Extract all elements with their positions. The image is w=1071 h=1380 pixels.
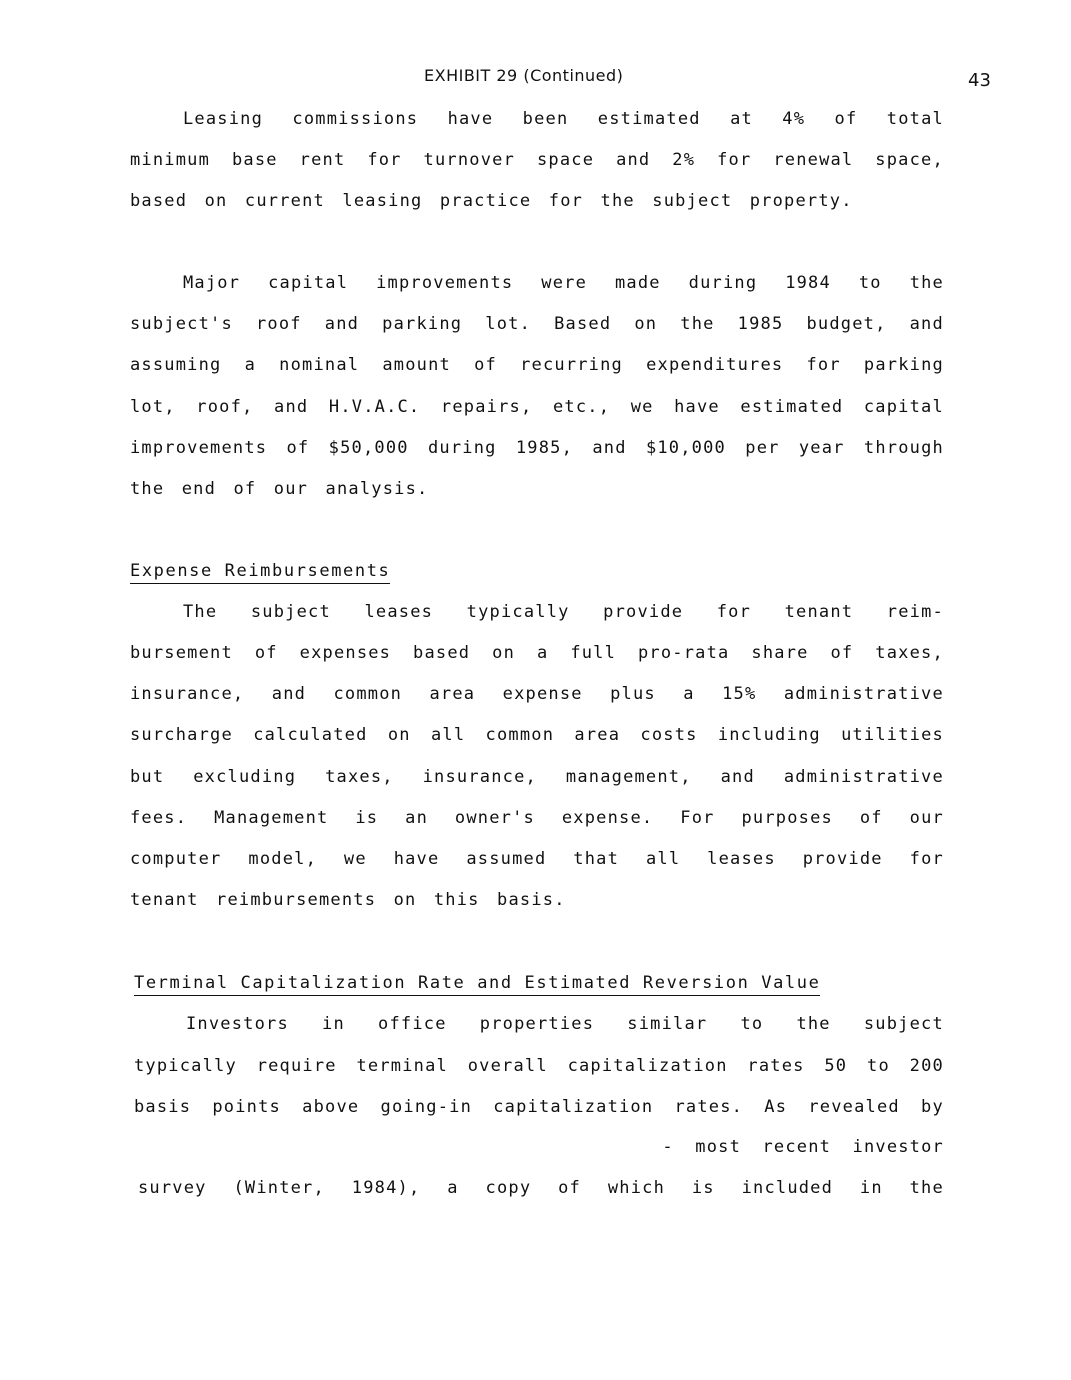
word: Management <box>214 808 329 828</box>
paragraph-line <box>134 1097 944 1117</box>
line-text: based on current leasing practice for the subject property. <box>130 191 853 211</box>
word: improvements <box>130 438 268 458</box>
word: were <box>541 273 588 293</box>
paragraph-line <box>130 397 944 417</box>
word: nominal <box>279 355 360 375</box>
paragraph-line <box>130 808 944 828</box>
word: administrative <box>783 684 944 704</box>
word: assumed <box>466 849 547 869</box>
word: etc., <box>552 397 611 417</box>
word: for <box>716 602 752 622</box>
word: of <box>859 808 883 828</box>
word: to <box>867 1056 890 1076</box>
word: capital <box>268 273 349 293</box>
word: on <box>387 725 411 745</box>
word: parking <box>382 314 463 334</box>
word: revealed <box>808 1097 900 1117</box>
paragraph-line <box>183 273 944 293</box>
word: capitalization <box>493 1097 654 1117</box>
word: but <box>130 767 165 787</box>
word: overall <box>467 1056 548 1076</box>
word: similar <box>627 1014 708 1034</box>
word: going-in <box>380 1097 473 1117</box>
word: expense <box>502 684 583 704</box>
word: taxes, <box>875 643 944 663</box>
word: for <box>806 355 841 375</box>
word: during <box>427 438 497 458</box>
word: and <box>720 767 755 787</box>
word: total <box>886 109 944 129</box>
word: the <box>909 1178 944 1198</box>
word: a <box>244 355 257 375</box>
word: parking <box>863 355 944 375</box>
line-text: tenant reimbursements on this basis. <box>130 890 566 910</box>
word: management, <box>565 767 692 787</box>
word: improvements <box>376 273 514 293</box>
word: As <box>764 1097 788 1117</box>
word: repairs, <box>440 397 533 417</box>
word: utilities <box>841 725 944 745</box>
word: 50 <box>824 1056 848 1076</box>
word: lot, <box>130 397 176 417</box>
word: which <box>607 1178 666 1198</box>
word: is <box>691 1178 715 1198</box>
word: $10,000 <box>645 438 726 458</box>
word: Leasing <box>183 109 264 129</box>
word: provide <box>603 602 684 622</box>
word: (Winter, <box>233 1178 325 1198</box>
word: 15% <box>722 684 757 704</box>
paragraph-line <box>134 1056 944 1076</box>
word: and <box>616 150 651 170</box>
word: budget, <box>806 314 887 334</box>
word: during <box>688 273 758 293</box>
word: of <box>254 643 278 663</box>
word: plus <box>610 684 656 704</box>
word: above <box>302 1097 360 1117</box>
word: costs <box>640 725 698 745</box>
word: and <box>271 684 307 704</box>
word: have <box>447 109 494 129</box>
word: to <box>740 1014 764 1034</box>
word: Based <box>554 314 612 334</box>
word: The <box>183 602 218 622</box>
word: renewal <box>773 150 854 170</box>
word: typically <box>134 1056 237 1076</box>
paragraph-line <box>130 150 944 170</box>
word: area <box>429 684 476 704</box>
word: have <box>674 397 720 417</box>
word: all <box>430 725 466 745</box>
word: model, <box>248 849 317 869</box>
word: excluding <box>193 767 297 787</box>
word: 200 <box>909 1056 944 1076</box>
word: tenant <box>784 602 854 622</box>
word: expenditures <box>646 355 784 375</box>
word: capitalization <box>567 1056 728 1076</box>
word: including <box>717 725 821 745</box>
word: office <box>378 1014 447 1034</box>
word: expenses <box>299 643 392 663</box>
word: surcharge <box>130 725 233 745</box>
word: lot. <box>485 314 532 334</box>
word: subject <box>863 1014 944 1034</box>
word: calculated <box>253 725 368 745</box>
word: on <box>634 314 658 334</box>
word: our <box>909 808 944 828</box>
word: and <box>909 314 944 334</box>
word: administrative <box>783 767 944 787</box>
word: through <box>863 438 944 458</box>
paragraph-line <box>130 314 944 334</box>
word: rates. <box>674 1097 744 1117</box>
word: require <box>256 1056 337 1076</box>
word: 1984 <box>785 273 831 293</box>
paragraph-line <box>130 890 944 910</box>
word: roof <box>255 314 302 334</box>
word: we <box>343 849 367 869</box>
paragraph-line <box>130 767 944 787</box>
word: a <box>683 684 695 704</box>
word: of <box>558 1178 581 1198</box>
page-title: EXHIBIT 29 (Continued) <box>424 66 624 85</box>
paragraph-line <box>130 479 944 499</box>
word: space, <box>875 150 944 170</box>
paragraph-line <box>138 1178 944 1198</box>
word: estimated <box>740 397 844 417</box>
word: recurring <box>520 355 623 375</box>
word: the <box>796 1014 831 1034</box>
word: a <box>447 1178 459 1198</box>
word: amount <box>382 355 451 375</box>
word: based <box>413 643 471 663</box>
word: is <box>355 808 379 828</box>
word: of <box>474 355 497 375</box>
word: we <box>630 397 654 417</box>
word: terminal <box>356 1056 448 1076</box>
word: H.V.A.C. <box>328 397 421 417</box>
word: share <box>751 643 809 663</box>
paragraph-line <box>130 849 944 869</box>
word: taxes, <box>325 767 394 787</box>
word: of <box>286 438 310 458</box>
word: made <box>614 273 661 293</box>
word: in <box>859 1178 883 1198</box>
word: reim- <box>886 602 944 622</box>
word: at <box>730 109 753 129</box>
paragraph-line <box>183 109 944 129</box>
word: bursement <box>130 643 233 663</box>
word: computer <box>130 849 222 869</box>
word: provide <box>802 849 883 869</box>
word: survey <box>138 1178 207 1198</box>
word: fees. <box>130 808 188 828</box>
word: 1985 <box>737 314 784 334</box>
paragraph-line <box>130 355 944 375</box>
word: an <box>405 808 429 828</box>
word: common <box>485 725 555 745</box>
word: basis <box>134 1097 192 1117</box>
paragraph-line <box>134 1137 944 1157</box>
word: capital <box>863 397 944 417</box>
word: points <box>212 1097 281 1117</box>
word: 1984), <box>351 1178 421 1198</box>
word: copy <box>485 1178 532 1198</box>
paragraph-line <box>130 643 944 663</box>
word: assuming <box>130 355 222 375</box>
word: minimum <box>130 150 211 170</box>
word: turnover <box>423 150 516 170</box>
word: estimated <box>597 109 701 129</box>
paragraph-line <box>130 725 944 745</box>
word: pro-rata <box>637 643 730 663</box>
word: the <box>680 314 715 334</box>
word: space <box>536 150 595 170</box>
word: common <box>333 684 403 704</box>
word: that <box>573 849 620 869</box>
word: purposes <box>741 808 833 828</box>
word: for <box>909 849 944 869</box>
word: insurance, <box>130 684 245 704</box>
section-heading-terminal-cap-rate: Terminal Capitalization Rate and Estimated Reversion Value <box>134 973 820 996</box>
line-text: the end of our analysis. <box>130 479 429 499</box>
word: commissions <box>292 109 419 129</box>
word: included <box>741 1178 834 1198</box>
word: For <box>680 808 715 828</box>
word: a <box>536 643 549 663</box>
word: leases <box>707 849 776 869</box>
word: for <box>367 150 402 170</box>
paragraph-line <box>130 438 944 458</box>
word: to <box>858 273 882 293</box>
word: 4% <box>782 109 806 129</box>
word: per <box>745 438 780 458</box>
word: Investors <box>186 1014 289 1034</box>
word: been <box>522 109 569 129</box>
word: all <box>645 849 681 869</box>
word: $50,000 <box>328 438 409 458</box>
word: the <box>909 273 944 293</box>
paragraph-line <box>130 684 944 704</box>
word: and <box>324 314 360 334</box>
word: properties <box>479 1014 595 1034</box>
word: have <box>393 849 440 869</box>
paragraph-line <box>130 191 944 211</box>
word: owner's <box>454 808 535 828</box>
paragraph-line <box>183 602 944 622</box>
word: rent <box>299 150 346 170</box>
word: insurance, <box>422 767 537 787</box>
word: of <box>830 643 854 663</box>
word: subject <box>250 602 331 622</box>
word: 1985, <box>515 438 574 458</box>
word: rates <box>747 1056 805 1076</box>
word: typically <box>466 602 570 622</box>
word: base <box>231 150 278 170</box>
word: Major <box>183 273 241 293</box>
word: and <box>592 438 627 458</box>
word: leases <box>364 602 434 622</box>
word: by <box>921 1097 944 1117</box>
word: year <box>798 438 845 458</box>
line-text: - most recent investor <box>662 1137 944 1157</box>
word: on <box>492 643 516 663</box>
paragraph-line <box>186 1014 944 1034</box>
word: full <box>570 643 617 663</box>
word: for <box>717 150 752 170</box>
word: of <box>834 109 858 129</box>
word: roof, <box>196 397 254 417</box>
word: and <box>274 397 309 417</box>
word: subject's <box>130 314 233 334</box>
word: in <box>322 1014 345 1034</box>
word: expense. <box>561 808 654 828</box>
section-heading-expense-reimbursements: Expense Reimbursements <box>130 561 390 584</box>
word: area <box>574 725 621 745</box>
page-number: 43 <box>968 70 991 91</box>
word: 2% <box>672 150 696 170</box>
